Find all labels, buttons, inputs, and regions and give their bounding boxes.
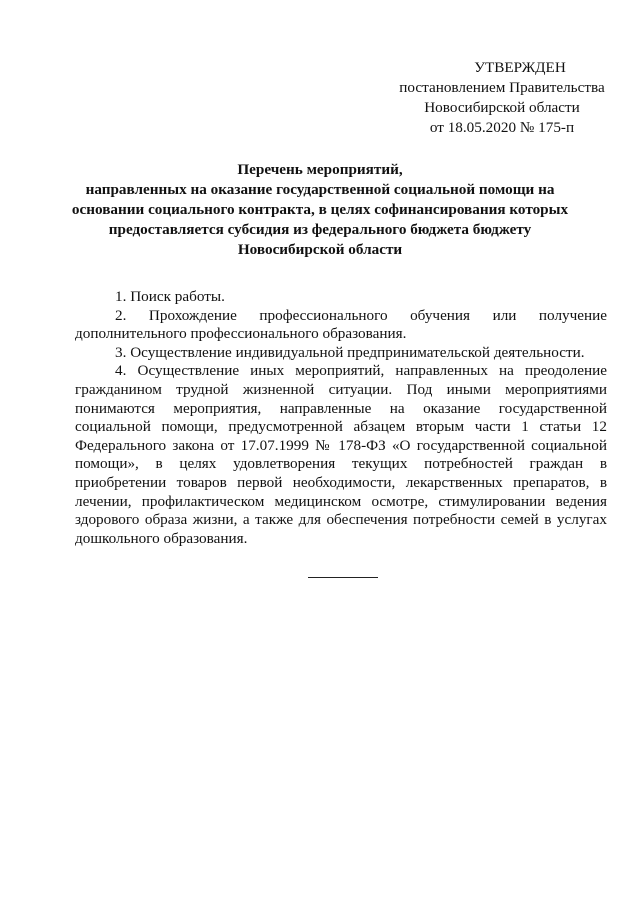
item-number: 1. xyxy=(115,288,127,305)
approval-stamp xyxy=(372,58,632,138)
item-text: Осуществление индивидуальной предпринимательской деятельности. xyxy=(130,343,585,361)
title-line-2: направленных на оказание государственной социальной помощи на xyxy=(85,181,555,198)
item-text: Поиск работы. xyxy=(130,288,225,305)
list-item xyxy=(75,344,607,363)
list-item xyxy=(75,288,607,307)
item-text: Прохождение профессионального обучения или получение дополнительного профессионального образования. xyxy=(75,306,607,343)
document-title xyxy=(50,160,590,260)
approval-heading: УТВЕРЖДЕН xyxy=(474,59,566,76)
list-item xyxy=(75,362,607,548)
approval-resolution: постановлением Правительства xyxy=(399,79,605,96)
measures-list xyxy=(75,288,607,548)
item-text: Осуществление иных мероприятий, направленных на преодоление гражданином трудной жизненной ситуации. Под иными мероприятиями понимаются мероприятия, направленные на оказание государственной социальной помощи, предусмотренной абзацем вторым части 1 статьи 12 Федерального закона от 17.07.1999 № 178-ФЗ «О государственной социальной помощи», в целях удовлетворения текущих потребностей граждан в приобретении товаров первой необходимости, лекарственных препаратов, в лечении, профилактическом медицинском осмотре, стимулировании ведения здорового образа жизни, а также для обеспечения потребности семей в услугах дошкольного образования. xyxy=(75,362,607,547)
title-line-3: основании социального контракта, в целях софинансирования которых xyxy=(71,201,569,218)
approval-date-number: от 18.05.2020 № 175-п xyxy=(429,119,575,136)
item-number: 2. xyxy=(115,306,127,324)
end-separator-line xyxy=(308,577,378,578)
item-number: 4. xyxy=(115,362,127,380)
title-line-1: Перечень мероприятий, xyxy=(237,161,403,178)
title-line-4: предоставляется субсидия из федерального бюджета бюджету xyxy=(108,221,532,238)
item-number: 3. xyxy=(115,343,127,361)
title-line-5: Новосибирской области xyxy=(237,241,403,258)
approval-region: Новосибирской области xyxy=(424,99,580,116)
list-item xyxy=(75,307,607,344)
